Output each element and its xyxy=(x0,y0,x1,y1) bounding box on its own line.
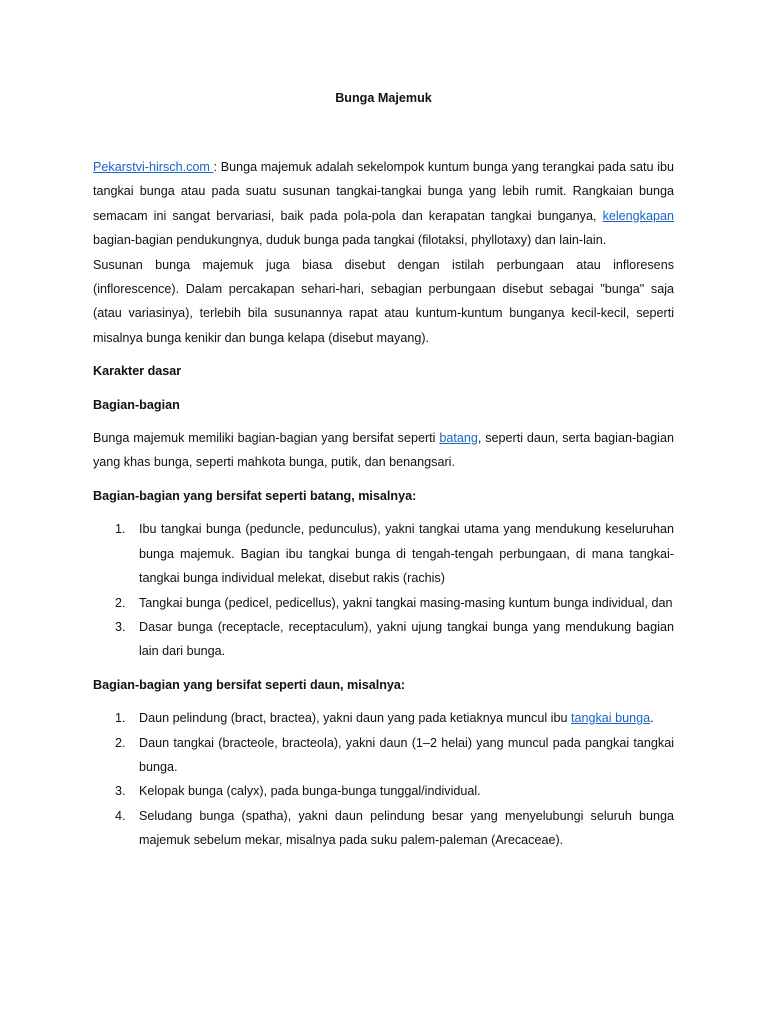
list-item: 1. Daun pelindung (bract, bractea), yakni daun yang pada ketiaknya muncul ibu tangkai bunga. xyxy=(115,711,654,726)
bagian-text-2: , seperti daun, serta bagian-bagian yang khas bunga, seperti mahkota bunga, putik, dan benangsari. xyxy=(93,431,674,470)
inflorescence-paragraph: Susunan bunga majemuk juga biasa disebut dengan istilah perbungaan atau infloresens (inflorescence). Dalam percakapan sehari-hari, sebagian perbungaan disebut sebagai "bunga" saja (atau variasinya), terlebih bila susunannya rapat atau kuntum-kuntum bunganya kecil-kecil, seperti misalnya bunga kenikir dan bunga kelapa (disebut mayang). xyxy=(93,257,674,345)
document-title: Bunga Majemuk xyxy=(335,91,432,105)
batang-link[interactable]: batang xyxy=(439,431,478,446)
bagian-paragraph xyxy=(93,426,674,475)
list-item: 2. Tangkai bunga (pedicel, pedicellus), yakni tangkai masing-masing kuntum bunga individual, dan xyxy=(115,595,673,610)
intro-text-2: bagian-bagian pendukungnya, duduk bunga pada tangkai (filotaksi, phyllotaxy) dan lain-lain. xyxy=(93,233,607,248)
intro-text-1: : Bunga majemuk adalah sekelompok kuntum bunga yang terangkai pada satu ibu tangkai bunga atau pada suatu susunan tangkai-tangkai bunga yang lebih rumit. Rangkaian bunga semacam ini sangat bervariasi, baik pada pola-pola dan kerapatan tangkai bunganya, xyxy=(93,160,674,223)
intro-paragraph xyxy=(93,155,674,253)
list-seperti-daun xyxy=(93,706,674,852)
list-seperti-batang xyxy=(93,517,674,663)
kelengkapan-link[interactable]: kelengkapan xyxy=(602,208,674,223)
heading-seperti-daun: Bagian-bagian yang bersifat seperti daun, misalnya: xyxy=(93,677,406,692)
list-item: 3. Kelopak bunga (calyx), pada bunga-bunga tunggal/individual. xyxy=(115,784,481,799)
list-item: 1. Ibu tangkai bunga (peduncle, pedunculus), yakni tangkai utama yang mendukung keseluruhan bunga majemuk. Bagian ibu tangkai bunga di tengah-tengah perbungaan, di mana tangkai-tangkai bunga individual melekat, disebut rakis (rachis) xyxy=(115,522,674,586)
heading-seperti-batang: Bagian-bagian yang bersifat seperti batang, misalnya: xyxy=(93,488,417,503)
document-content xyxy=(93,86,674,853)
heading-bagian-bagian: Bagian-bagian xyxy=(93,397,180,412)
heading-karakter-dasar: Karakter dasar xyxy=(93,364,182,379)
source-link[interactable]: Pekarstvi-hirsch.com xyxy=(93,160,214,174)
tangkai-bunga-link[interactable]: tangkai bunga xyxy=(570,711,651,726)
list-item: 3. Dasar bunga (receptacle, receptaculum), yakni ujung tangkai bunga yang mendukung bagian lain dari bunga. xyxy=(115,619,674,659)
list-item: 4. Seludang bunga (spatha), yakni daun pelindung besar yang menyelubungi seluruh bunga majemuk sebelum mekar, misalnya pada suku palem-paleman (Arecaceae). xyxy=(115,808,674,848)
bagian-text-1: Bunga majemuk memiliki bagian-bagian yang bersifat seperti xyxy=(93,431,440,446)
list-item: 2. Daun tangkai (bracteole, bracteola), yakni daun (1–2 helai) yang muncul pada pangkai tangkai bunga. xyxy=(115,735,674,774)
